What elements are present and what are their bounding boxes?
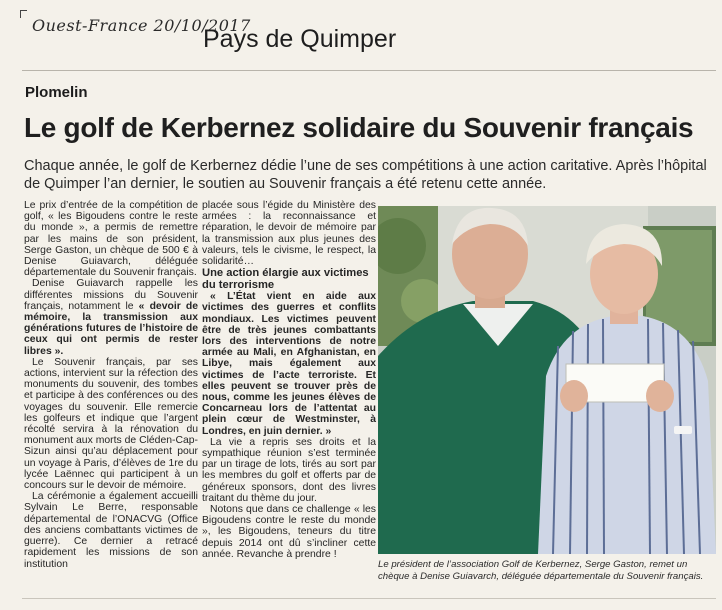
article-column-2 — [202, 200, 376, 560]
col1-paragraph-3: Le Souvenir français, par ses actions, intervient sur la réfection des monuments du souvenir, des tombes et participe à des conférences ou des voyages du souvenir. Elle remercie les golfeurs et indique que l’argent récolté servira à la rénovation du monument aux morts de Cléden-Cap-Sizun ainsi qu’au déplacement pour un voyage à Paris, d’élèves de 1re du lycée Laënnec qui participent à un concours sur le devoir de mémoire. — [24, 356, 198, 492]
article-photo — [378, 206, 716, 554]
col1-paragraph-4: La cérémonie a également accueilli Sylvain Le Berre, responsable départemental de l’ONACVG (Office des anciens combattants victimes de guerre). Ce dernier a retracé rapidement les missions de son institution — [24, 491, 198, 570]
article-headline: Le golf de Kerbernez solidaire du Souvenir français — [24, 112, 694, 143]
handwritten-source-note: Ouest-France 20/10/2017 — [32, 16, 251, 35]
header-divider — [22, 70, 716, 71]
article-location: Plomelin — [25, 84, 88, 101]
col2-paragraph-3: La vie a repris ses droits et la sympathique réunion s’est terminée par un tirage de lots, tirés au sort par les membres du golf et offerts par de généreux sponsors, dont des livres traitant du thème du jour. — [202, 436, 376, 504]
article-lead: Chaque année, le golf de Kerbernez dédie l’une de ses compétitions à une action caritative. Après l’hôpital de Quimper l’an dernier, le soutien au Souvenir français a été retenu cette année. — [24, 158, 707, 192]
photo-illustration — [378, 206, 716, 554]
section-title: Pays de Quimper — [203, 25, 397, 53]
col1-paragraph-2 — [24, 278, 198, 356]
col2-quote: « L’État vient en aide aux victimes des guerres et conflits mondiaux. Les victimes peuvent être de très jeunes combattants lors des interventions de notre armée au Mali, en Afghanistan, en Libye, mais également aux victimes de l’acte terroriste. Et elles peuvent se trouver près de nous, comme les jeunes élèves de Concarneau lors de l’attentat au plein cœur de Westminster, à Londres, en juin dernier. » — [202, 291, 376, 437]
photo-caption: Le président de l’association Golf de Kerbernez, Serge Gaston, remet un chèque à Denise Guiavarch, déléguée départementale du Souvenir français. — [378, 559, 704, 582]
col2-subheading: Une action élargie aux victimes du terrorisme — [202, 267, 369, 292]
col1-paragraph-2-intro: Denise Guiavarch rappelle les différentes missions du Souvenir français, notamment le — [24, 278, 198, 312]
col2-paragraph-1: placée sous l’égide du Ministère des armées : la reconnaissance et réparation, le devoir de mémoire par la transmission aux plus jeunes des valeurs, tels le civisme, le respect, la solidarité… — [202, 200, 376, 268]
col1-paragraph-2-quote: « devoir de mémoire, la transmission aux générations futures de l’histoire de ceux qui ont permis de rester libres ». — [24, 300, 198, 357]
col1-paragraph-1: Le prix d’entrée de la compétition de golf, « les Bigoudens contre le reste du monde », a permis de remettre par les mains de son président, Serge Gaston, un chèque de 500 € à Denise Guiavarch, déléguée départementale du Souvenir français. — [24, 200, 198, 279]
col2-paragraph-4: Notons que dans ce challenge « les Bigoudens contre le reste du monde », les Bigoudens, teneurs du titre depuis 2014 ont dû s’incliner cette année. Revanche à prendre ! — [202, 504, 376, 560]
article-column-1 — [24, 200, 198, 570]
footer-divider — [22, 598, 716, 599]
corner-crop-mark — [20, 10, 27, 18]
